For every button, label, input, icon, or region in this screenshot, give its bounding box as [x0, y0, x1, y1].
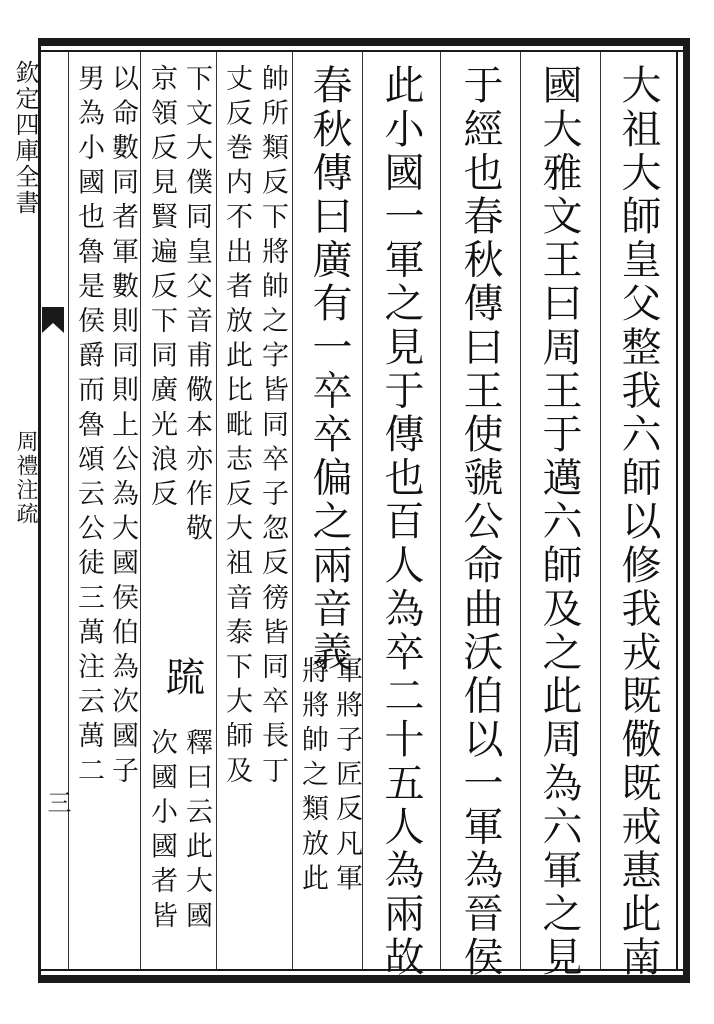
annotation-column-right: 釋曰云此大國 — [181, 728, 212, 936]
annotation-column-right: 以命數同者軍數則同則上公為大國侯伯為次國子 — [107, 64, 138, 791]
bottom-border — [38, 975, 690, 983]
annotation-column-left: 將將帥之類放此 — [297, 656, 328, 899]
annotation-column-left: 京領反見賢遍反下同廣光浪反 — [146, 64, 177, 514]
right-border-thin — [676, 52, 678, 969]
column-rule — [68, 52, 69, 969]
section-title: 周禮注疏 — [13, 430, 38, 526]
fishtail-mark-icon — [40, 305, 66, 335]
top-border — [38, 38, 690, 46]
book-title: 欽定四庫全書 — [11, 60, 39, 216]
top-border-thin — [38, 50, 690, 52]
column-rule — [600, 52, 601, 969]
annotation-column-right: 下文大僕同皇父音甫儆本亦作敬 — [181, 64, 212, 549]
text-column-3: 于經也春秋傳曰王使虢公命曲沃伯以一軍為晉侯 — [457, 64, 503, 980]
text-column-5: 春秋傳曰廣有一卒卒偏之兩音義 — [306, 64, 352, 675]
annotation-column-right: 帥所類反下將帥之字皆同卒子忽反徬皆同卒長丁 — [257, 64, 288, 791]
text-column-2: 國大雅文王曰周王于邁六師及之此周為六軍之見 — [536, 64, 582, 980]
annotation-column-left: 次國小國者皆 — [146, 728, 177, 936]
column-rule — [440, 52, 441, 969]
annotation-column-left: 男為小國也魯是侯爵而魯頌云公徒三萬注云萬二 — [73, 64, 104, 791]
column-rule — [520, 52, 521, 969]
shu-commentary-marker: 䟽 — [159, 656, 205, 696]
column-rule — [216, 52, 217, 969]
column-rule — [292, 52, 293, 969]
text-column-1: 大祖大師皇父整我六師以修我戎既儆既戒惠此南 — [615, 64, 661, 980]
bottom-border-thin — [38, 969, 690, 971]
right-border — [683, 38, 690, 983]
page-number: 三 — [43, 790, 71, 814]
column-rule — [140, 52, 141, 969]
annotation-column-left: 丈反巻内不出者放此比毗志反大祖音泰下大師及 — [221, 64, 252, 791]
text-column-4: 此小國一軍之見于傳也百人為卒二十五人為兩故 — [378, 64, 424, 980]
annotation-column-right: 軍將子匠反凡軍 — [331, 656, 362, 899]
